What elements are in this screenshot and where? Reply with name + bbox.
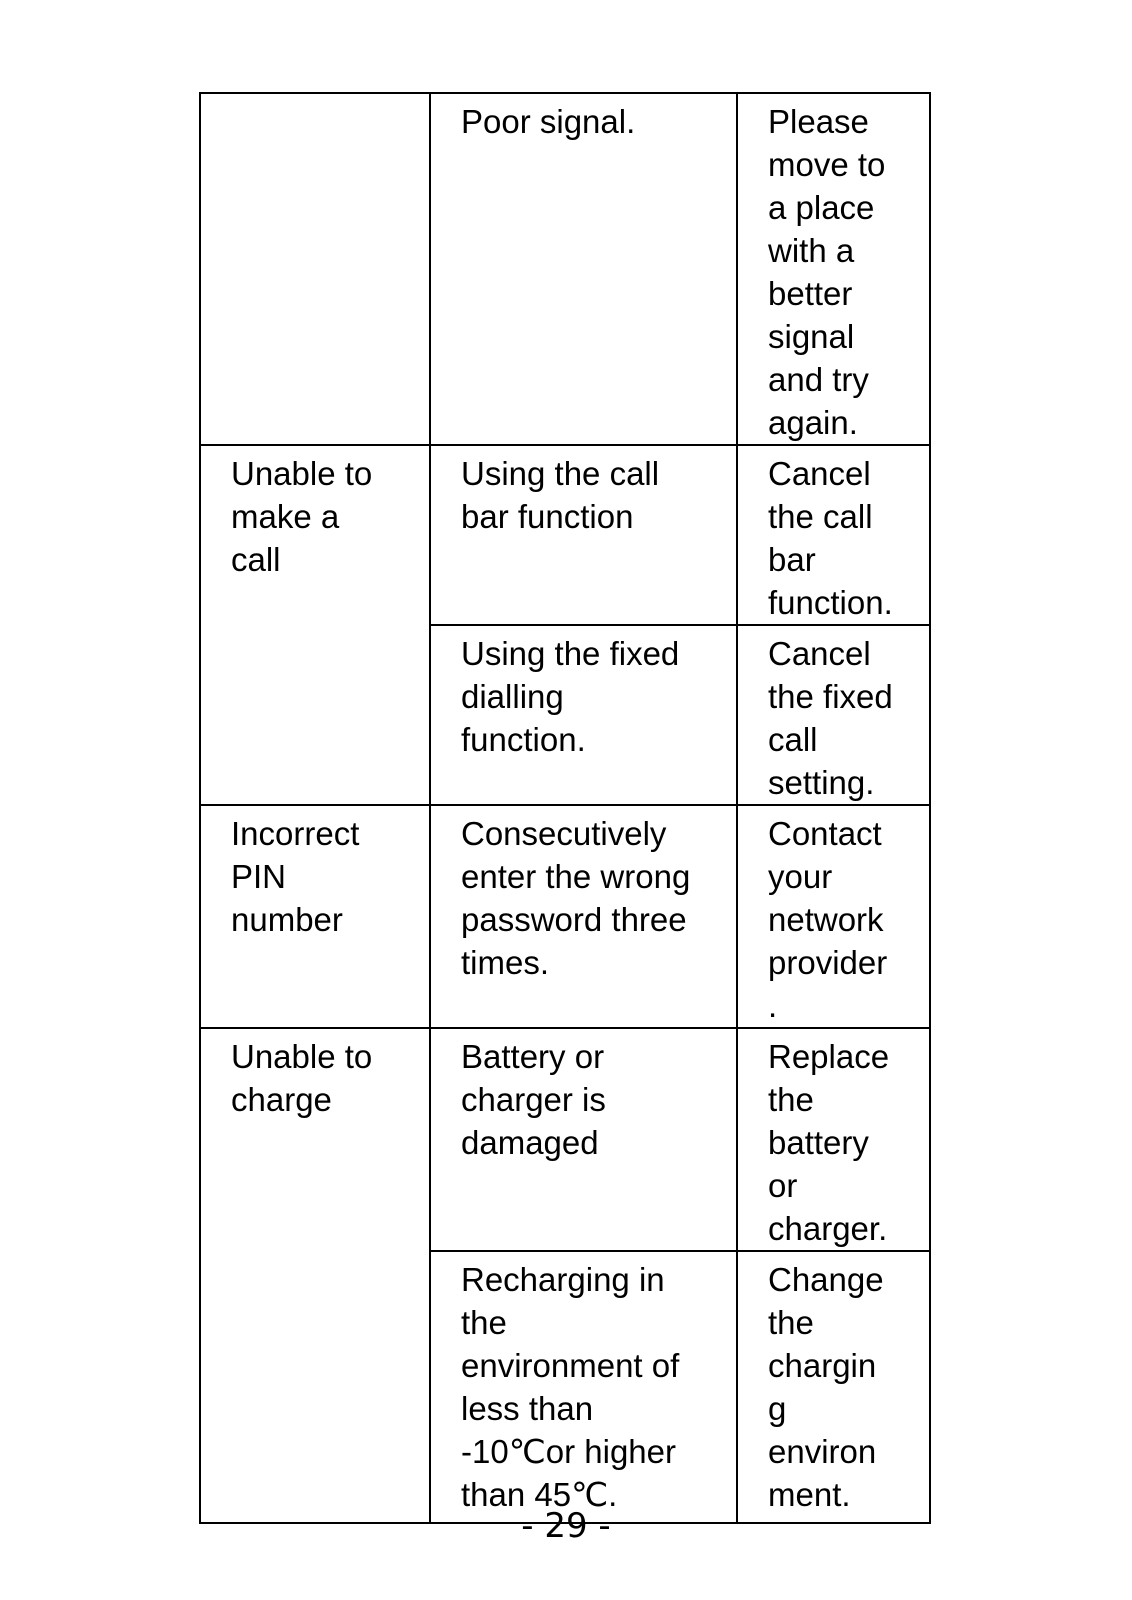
troubleshooting-table	[199, 92, 931, 1524]
cause-cell	[430, 625, 737, 805]
cause-cell	[430, 1028, 737, 1251]
solution-cell	[737, 1251, 930, 1523]
problem-text: Unable to make a call	[231, 455, 373, 578]
cause-cell	[430, 93, 737, 445]
table-row	[200, 805, 930, 1028]
solution-cell	[737, 1028, 930, 1251]
cause-cell	[430, 445, 737, 625]
problem-cell	[200, 1028, 430, 1523]
solution-cell	[737, 625, 930, 805]
problem-cell	[200, 93, 430, 445]
cause-text: Battery or charger is damaged	[461, 1038, 606, 1161]
cause-cell	[430, 805, 737, 1028]
solution-text: Contact your network provider .	[768, 815, 888, 1024]
problem-cell	[200, 805, 430, 1028]
solution-cell	[737, 805, 930, 1028]
cause-text: Poor signal.	[461, 103, 636, 140]
solution-text: Change the chargin g environ ment.	[768, 1261, 884, 1513]
page-number: - 29 -	[521, 1506, 611, 1546]
problem-cell	[200, 445, 430, 805]
solution-text: Cancel the fixed call setting.	[768, 635, 893, 801]
problem-text: Incorrect PIN number	[231, 815, 360, 938]
cause-cell	[430, 1251, 737, 1523]
problem-text: Unable to charge	[231, 1038, 373, 1118]
solution-text: Please move to a place with a better signal and try again.	[768, 103, 886, 441]
solution-text: Cancel the call bar function.	[768, 455, 893, 621]
table-row	[200, 93, 930, 445]
cause-text: Using the call bar function	[461, 455, 660, 535]
table-row	[200, 1028, 930, 1251]
solution-cell	[737, 445, 930, 625]
solution-cell	[737, 93, 930, 445]
table-row	[200, 445, 930, 625]
cause-text: Using the fixed dialling function.	[461, 635, 680, 758]
solution-text: Replace the battery or charger.	[768, 1038, 890, 1247]
cause-text: Recharging in the environment of less than -10℃or higher than 45℃.	[461, 1261, 680, 1513]
cause-text: Consecutively enter the wrong password three times.	[461, 815, 691, 981]
